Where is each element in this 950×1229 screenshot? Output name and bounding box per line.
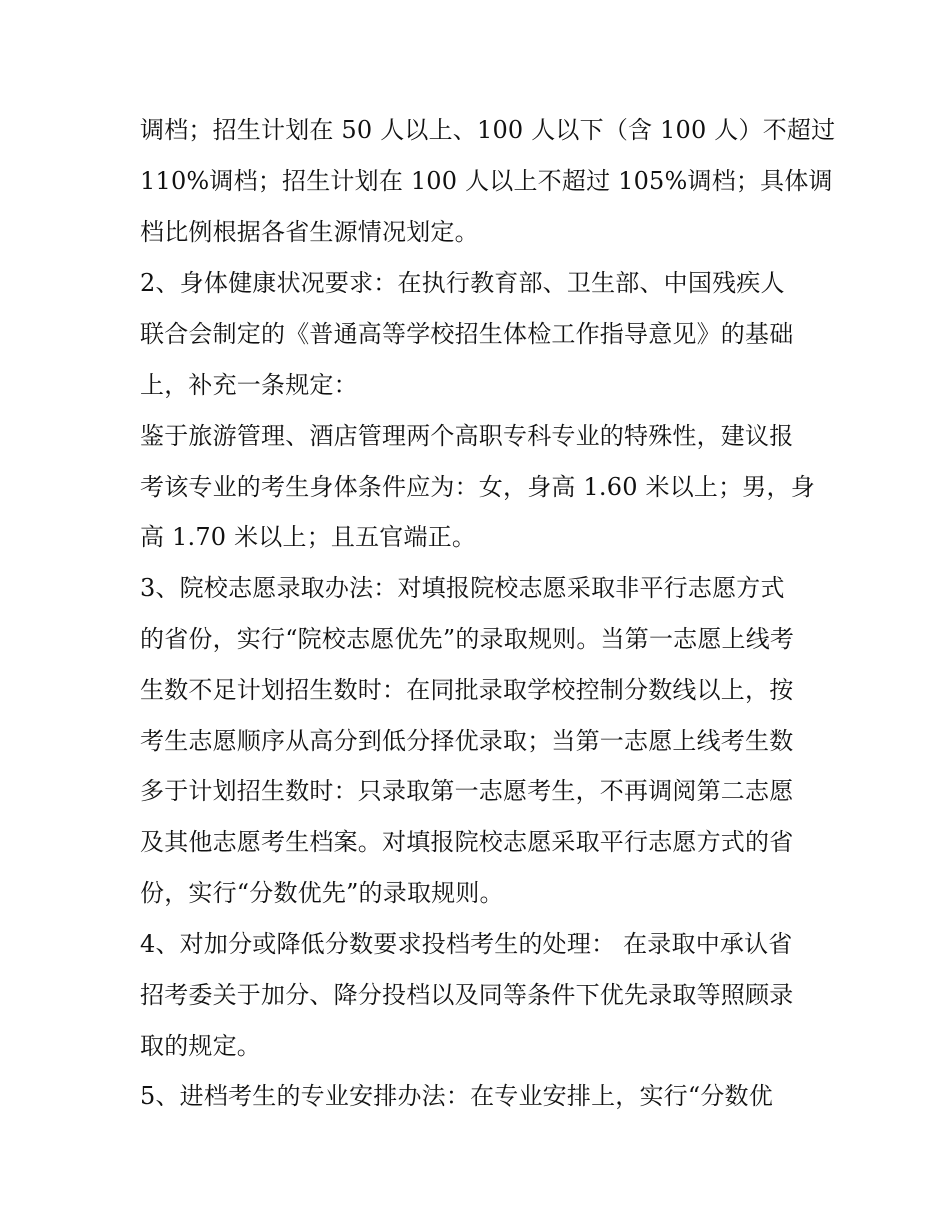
text-line-10: 3、院校志愿录取办法：对填报院校志愿采取非平行志愿方式 xyxy=(140,574,785,602)
text-line-11: 的省份，实行“院校志愿优先”的录取规则。当第一志愿上线考 xyxy=(140,625,795,653)
text-line-2: 110%调档；招生计划在 100 人以上不超过 105%调档；具体调 xyxy=(140,167,833,195)
text-line-9: 高 1.70 米以上；且五官端正。 xyxy=(140,523,477,551)
text-line-8: 考该专业的考生身体条件应为：女，身高 1.60 米以上；男，身 xyxy=(140,473,815,501)
text-line-18: 招考委关于加分、降分投档以及同等条件下优先录取等照顾录 xyxy=(140,981,794,1009)
text-line-7: 鉴于旅游管理、酒店管理两个高职专科专业的特殊性，建议报 xyxy=(140,422,794,450)
text-line-12: 生数不足计划招生数时：在同批录取学校控制分数线以上，按 xyxy=(140,676,794,704)
text-line-15: 及其他志愿考生档案。对填报院校志愿采取平行志愿方式的省 xyxy=(140,828,794,856)
text-line-1: 调档；招生计划在 50 人以上、100 人以下（含 100 人）不超过 xyxy=(140,116,836,144)
text-line-17: 4、对加分或降低分数要求投档考生的处理： 在录取中承认省 xyxy=(140,930,793,958)
text-line-16: 份，实行“分数优先”的录取规则。 xyxy=(140,879,504,907)
text-line-6: 上，补充一条规定： xyxy=(140,371,358,399)
text-line-14: 多于计划招生数时：只录取第一志愿考生，不再调阅第二志愿 xyxy=(140,777,794,805)
text-line-20: 5、进档考生的专业安排办法：在专业安排上，实行“分数优 xyxy=(140,1082,773,1110)
text-line-13: 考生志愿顺序从高分到低分择优录取；当第一志愿上线考生数 xyxy=(140,727,794,755)
text-line-5: 联合会制定的《普通高等学校招生体检工作指导意见》的基础 xyxy=(140,320,794,348)
text-line-4: 2、身体健康状况要求：在执行教育部、卫生部、中国残疾人 xyxy=(140,269,785,297)
text-line-19: 取的规定。 xyxy=(140,1032,261,1060)
text-line-3: 档比例根据各省生源情况划定。 xyxy=(140,218,479,246)
